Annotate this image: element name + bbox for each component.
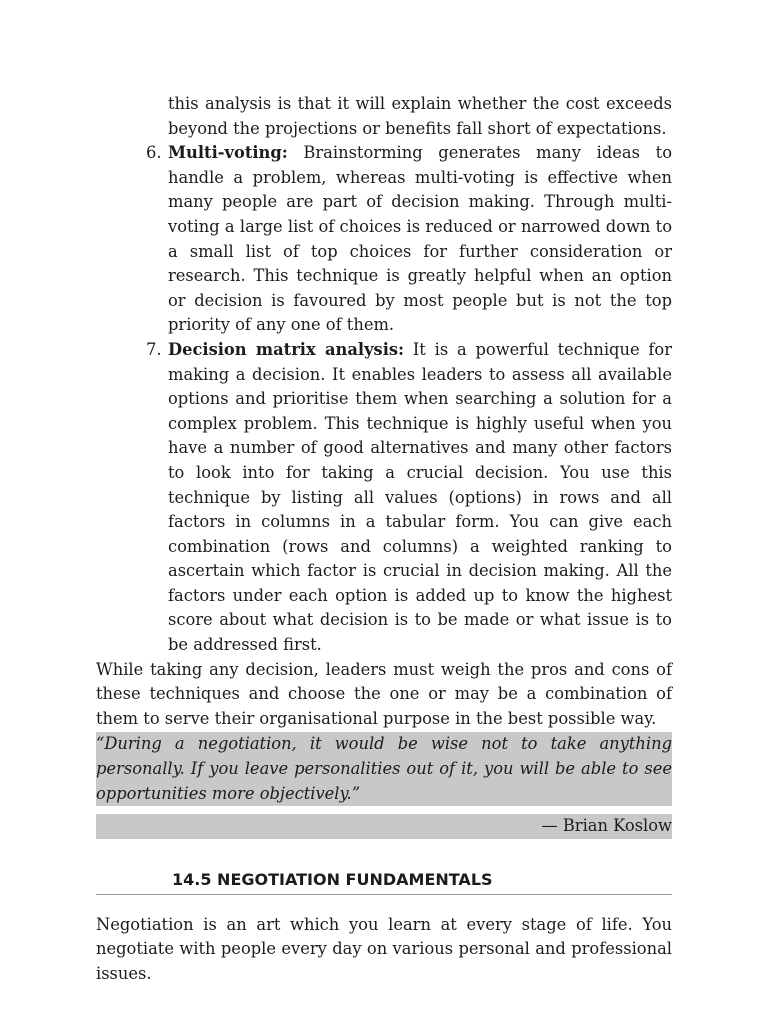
section-paragraph: Negotiation is an art which you learn at every stage of life. You negotiate with people every day on various personal and professional issues. [96,914,672,983]
list-term: Multi-voting: [168,143,288,163]
list-text: Brainstorming generates many ideas to handle a problem, whereas multi-voting is effective when many people are part of decision making. Through multi-voting a large list of choices is reduced or narrowed down to a small list of top choices for further consideration or research. This technique is greatly helpful when an option or decision is favoured by most people but is not the top priority of any one of them. [168,143,672,335]
quote-block: “During a negotiation, it would be wise not to take anything personally. If you leave personalities out of it, you will be able to see opportunities more objectively.” [96,732,672,806]
section-heading: 14.5 NEGOTIATION FUNDAMENTALS [96,869,672,895]
list-number: 7. [146,339,162,359]
list-number: 6. [146,143,162,163]
list-term: Decision matrix analysis: [168,339,405,359]
summary-paragraph: While taking any decision, leaders must weigh the pros and cons of these techniques and choose the one or may be a combination of them to serve their organisational purpose in the best possible way. [96,659,672,728]
list-text: It is a powerful technique for making a decision. It enables leaders to assess all available options and prioritise them when searching a solution for a complex problem. This technique is highly useful when you have a number of good alternatives and many other factors to look into for taking a crucial decision. You use this technique by listing all values (options) in rows and all factors in columns in a tabular form. You can give each combination (rows and columns) a weighted ranking to ascertain which factor is crucial in decision making. All the factors under each option is added up to know the highest score about what decision is to be made or what issue is to be addressed first. [168,339,672,655]
continued-paragraph: this analysis is that it will explain whether the cost exceeds beyond the projections or benefits fall short of expectations. [168,94,672,138]
list-item-decision-matrix [146,338,672,658]
list-item-multi-voting [146,141,672,338]
quote-author: — Brian Koslow [96,814,672,839]
document-page [96,92,672,987]
